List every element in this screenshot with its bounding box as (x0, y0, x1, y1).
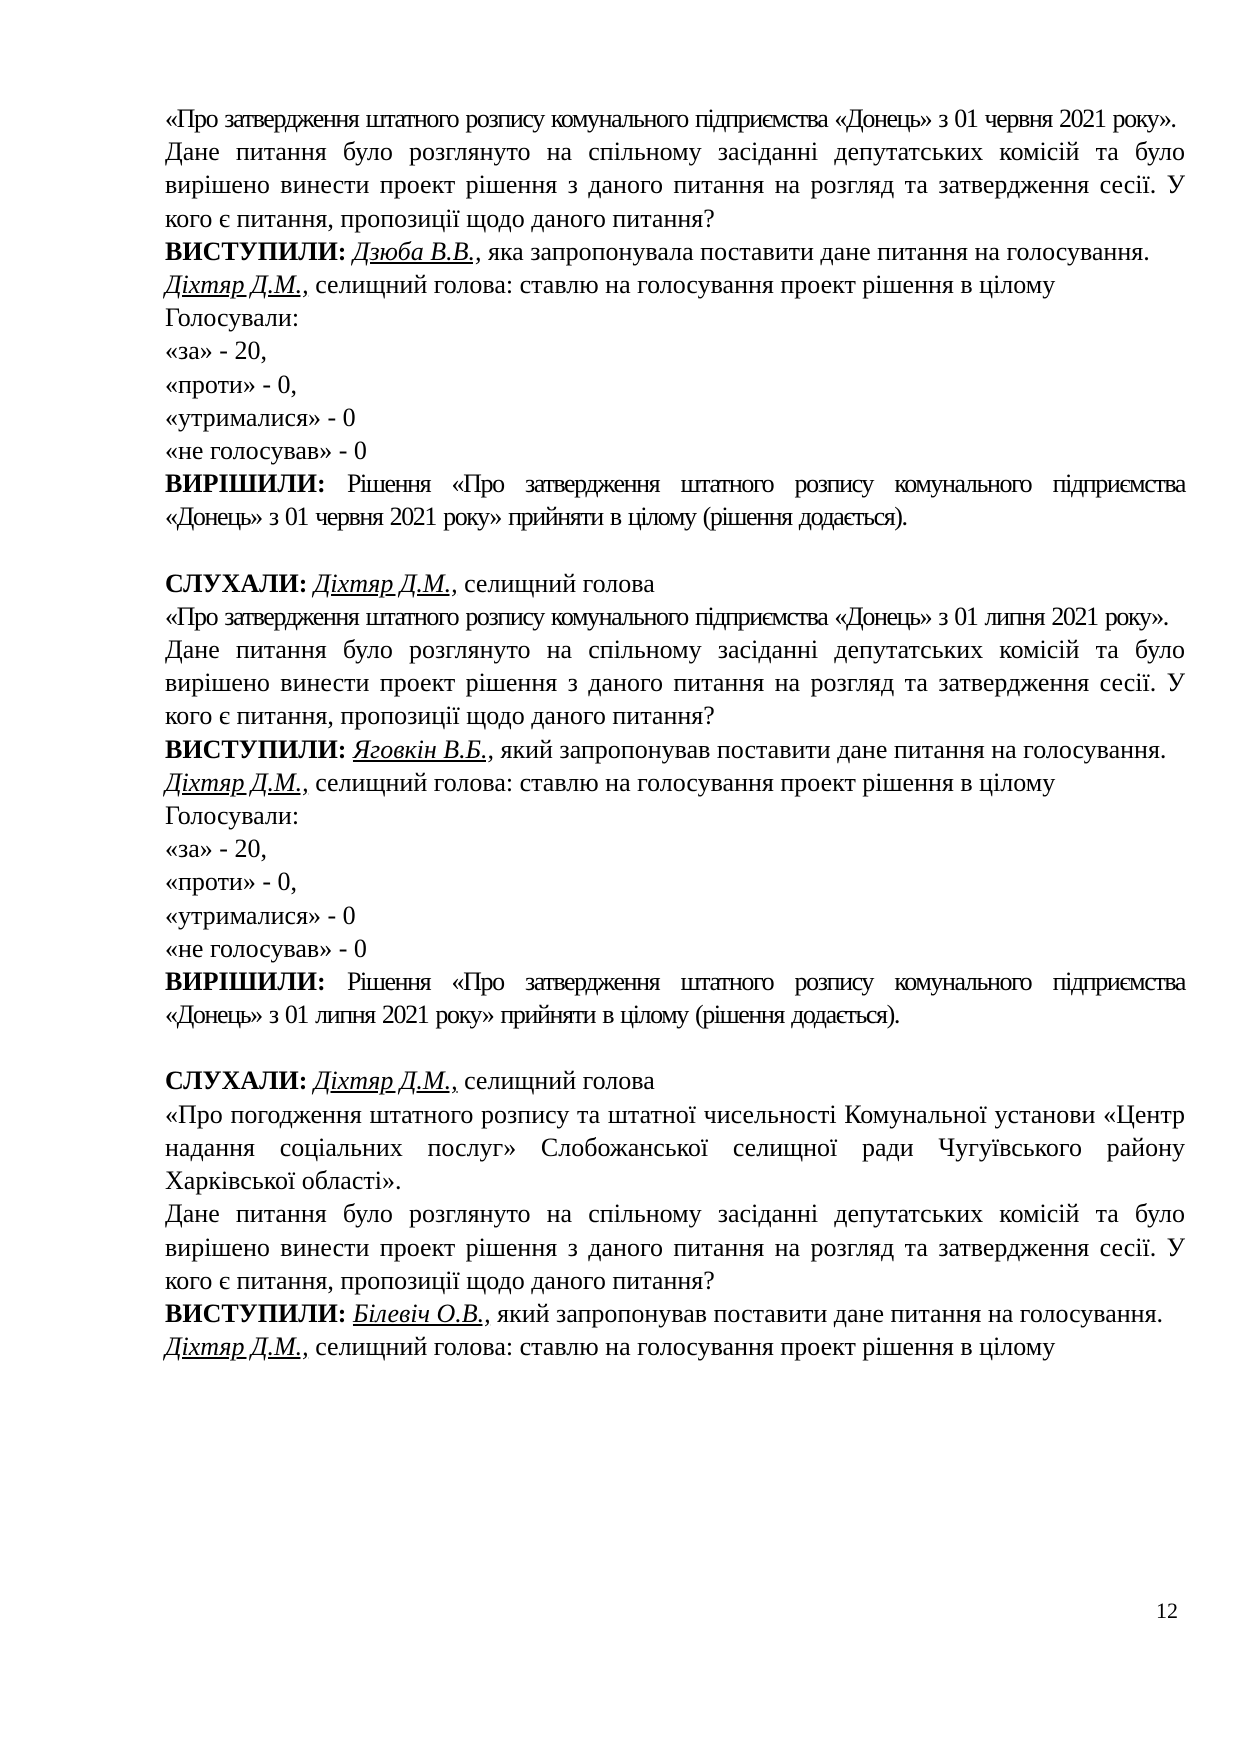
chair-text: селищний голова: ставлю на голосування проект рішення в цілому (308, 767, 1056, 797)
vote-not-voted: «не голосував» - 0 (165, 933, 367, 963)
decided-label: ВИРІШИЛИ: (165, 967, 326, 997)
heard-label: СЛУХАЛИ: (165, 568, 308, 598)
vote-for: «за» - 20, (165, 834, 267, 864)
decided-paragraph (165, 467, 1185, 533)
spoke-paragraph (165, 733, 1185, 766)
heard-label: СЛУХАЛИ: (165, 1066, 308, 1096)
spoke-text: який запропонував поставити дане питання на голосування. (490, 1298, 1164, 1328)
vote-against: «проти» - 0, (165, 369, 298, 399)
vote-not-voted: «не голосував» - 0 (165, 436, 367, 466)
chair-name: Діхтяр Д.М., (165, 1332, 309, 1362)
heard-name: Діхтяр Д.М., (313, 1066, 458, 1096)
heard-line (165, 1064, 1185, 1097)
chair-name: Діхтяр Д.М., (165, 270, 309, 300)
item-title: «Про погодження штатного розпису та штатної чисельності Комунальної установи «Центр надання соціальних послуг» Слобожанської селищної ради Чугуївського району Харківської області». (165, 1099, 1185, 1196)
page-number: 12 (1156, 1598, 1178, 1623)
decided-text: Рішення «Про затвердження штатного розпису комунального підприємства «Донець» з 01 липня 2021 року» прийняти в цілому (рішення додається). (165, 967, 1185, 1030)
spoke-label: ВИСТУПИЛИ: (165, 1298, 347, 1328)
speaker-name: Дзюба В.В., (352, 236, 482, 266)
decided-label: ВИРІШИЛИ: (165, 469, 326, 499)
item-title: «Про затвердження штатного розпису комунального підприємства «Донець» з 01 червня 2021 року». (165, 104, 1176, 133)
decided-text: Рішення «Про затвердження штатного розпису комунального підприємства «Донець» з 01 червня 2021 року» прийняти в цілому (рішення додається). (165, 469, 1185, 532)
spoke-paragraph (165, 1297, 1185, 1330)
voted-label: Голосували: (165, 303, 300, 333)
voted-label: Голосували: (165, 801, 300, 831)
item-title: «Про затвердження штатного розпису комунального підприємства «Донець» з 01 липня 2021 року». (165, 601, 1168, 631)
chair-line (165, 1330, 1185, 1363)
vote-for: «за» - 20, (165, 336, 267, 366)
item-intro: Дане питання було розглянуто на спільному засіданні депутатських комісій та було вирішено винести проект рішення з даного питання на розгляд та затвердження сесії. У кого є питання, пропозиції щодо даного питання? (165, 137, 1185, 233)
item-intro: Дане питання було розглянуто на спільному засіданні депутатських комісій та було вирішено винести проект рішення з даного питання на розгляд та затвердження сесії. У кого є питання, пропозиції щодо даного питання? (165, 1199, 1185, 1295)
spacer (165, 534, 1185, 567)
spoke-paragraph (165, 235, 1185, 268)
chair-line (165, 766, 1185, 799)
heard-line (165, 567, 1185, 600)
speaker-name: Білевіч О.В., (352, 1298, 491, 1328)
spoke-text: який запропонував поставити дане питання на голосування. (494, 734, 1167, 764)
decided-paragraph (165, 965, 1185, 1031)
chair-text: селищний голова: ставлю на голосування проект рішення в цілому (308, 270, 1056, 300)
chair-text: селищний голова: ставлю на голосування проект рішення в цілому (308, 1332, 1056, 1362)
heard-role: селищний голова (457, 568, 655, 598)
spacer (165, 1031, 1185, 1064)
chair-line (165, 268, 1185, 301)
item-intro: Дане питання було розглянуто на спільному засіданні депутатських комісій та було вирішено винести проект рішення з даного питання на розгляд та затвердження сесії. У кого є питання, пропозиції щодо даного питання? (165, 635, 1185, 731)
spoke-text: яка запропонувала поставити дане питання на голосування. (481, 236, 1150, 266)
spoke-label: ВИСТУПИЛИ: (165, 236, 347, 266)
heard-role: селищний голова (457, 1066, 655, 1096)
chair-name: Діхтяр Д.М., (165, 767, 309, 797)
vote-abstained: «утрималися» - 0 (165, 900, 356, 930)
spoke-label: ВИСТУПИЛИ: (165, 734, 347, 764)
vote-abstained: «утрималися» - 0 (165, 402, 356, 432)
vote-against: «проти» - 0, (165, 867, 298, 897)
heard-name: Діхтяр Д.М., (313, 568, 458, 598)
speaker-name: Яговкін В.Б., (352, 734, 494, 764)
document-page (165, 102, 1185, 1363)
